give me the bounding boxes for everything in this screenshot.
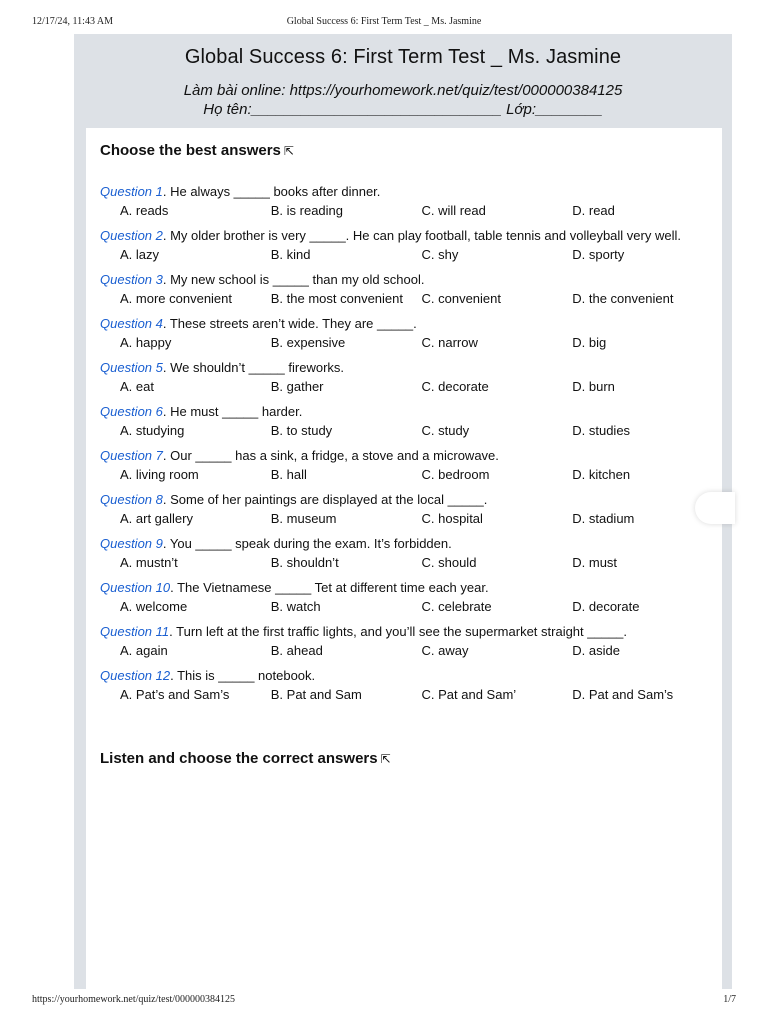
question-item xyxy=(100,270,712,308)
print-header xyxy=(32,16,736,32)
question-label: Question 9 xyxy=(100,536,163,551)
answer-option[interactable]: A. reads xyxy=(120,203,169,218)
online-url-link[interactable]: https://yourhomework.net/quiz/test/000000384125 xyxy=(289,82,623,99)
answer-option[interactable]: A. art gallery xyxy=(120,511,193,526)
answer-option[interactable]: D. decorate xyxy=(572,599,640,614)
answer-option[interactable]: D. read xyxy=(572,203,615,218)
answer-option[interactable]: A. Pat’s and Sam’s xyxy=(120,687,230,702)
answer-option[interactable]: B. museum xyxy=(270,511,337,526)
answer-option[interactable]: C. narrow xyxy=(421,335,478,350)
question-item xyxy=(100,402,712,440)
online-label: Làm bài online: xyxy=(183,82,290,99)
answer-option[interactable]: B. hall xyxy=(270,467,307,482)
question-stem: . Our _____ has a sink, a fridge, a stove and a microwave. xyxy=(162,448,499,463)
question-item xyxy=(100,358,712,396)
answer-option[interactable]: A. lazy xyxy=(120,247,160,262)
answer-option[interactable]: B. Pat and Sam xyxy=(270,687,362,702)
question-text xyxy=(100,578,712,597)
question-stem: . He must _____ harder. xyxy=(162,404,303,419)
answer-option[interactable]: C. should xyxy=(421,555,477,570)
question-label: Question 7 xyxy=(100,448,163,463)
question-label: Question 5 xyxy=(100,360,163,375)
answer-options xyxy=(100,377,712,396)
answer-option[interactable]: C. convenient xyxy=(421,291,501,306)
question-text xyxy=(100,622,712,641)
answer-option[interactable]: D. burn xyxy=(572,379,615,394)
answer-option[interactable]: B. the most convenient xyxy=(270,291,403,306)
question-item xyxy=(100,490,712,528)
question-text xyxy=(100,358,712,377)
question-stem: . You _____ speak during the exam. It’s forbidden. xyxy=(162,536,452,551)
page-number: 1/7 xyxy=(723,994,736,1005)
answer-option[interactable]: D. sporty xyxy=(572,247,625,262)
content-card xyxy=(86,128,722,989)
question-text xyxy=(100,182,712,201)
answer-option[interactable]: A. welcome xyxy=(120,599,188,614)
question-text xyxy=(100,270,712,289)
answer-option[interactable]: B. watch xyxy=(270,599,321,614)
answer-options xyxy=(100,333,712,352)
section-title-text: Listen and choose the correct answers xyxy=(100,750,378,767)
link-arrow-icon[interactable]: ⇱ xyxy=(283,144,294,158)
student-info-line: Họ tên:______________________________ Lớp:________ xyxy=(203,101,603,118)
question-item xyxy=(100,578,712,616)
section-title-choose xyxy=(100,142,294,159)
answer-options xyxy=(100,597,712,616)
answer-option[interactable]: A. mustn’t xyxy=(120,555,178,570)
answer-option[interactable]: B. to study xyxy=(270,423,333,438)
question-stem: . My older brother is very _____. He can play football, table tennis and volleyball very well. xyxy=(162,228,681,243)
answer-options xyxy=(100,553,712,572)
answer-option[interactable]: C. study xyxy=(421,423,470,438)
answer-options xyxy=(100,245,712,264)
answer-options xyxy=(100,465,712,484)
answer-option[interactable]: C. hospital xyxy=(421,511,483,526)
question-text xyxy=(100,534,712,553)
question-item xyxy=(100,666,712,704)
link-arrow-icon[interactable]: ⇱ xyxy=(380,752,391,766)
answer-option[interactable]: D. the convenient xyxy=(572,291,674,306)
answer-option[interactable]: D. studies xyxy=(572,423,631,438)
question-label: Question 4 xyxy=(100,316,163,331)
question-label: Question 10 xyxy=(100,580,171,595)
question-text xyxy=(100,402,712,421)
question-stem: . My new school is _____ than my old school. xyxy=(162,272,425,287)
question-item xyxy=(100,534,712,572)
answer-option[interactable]: D. aside xyxy=(572,643,620,658)
question-stem: . The Vietnamese _____ Tet at different time each year. xyxy=(170,580,489,595)
question-item xyxy=(100,314,712,352)
answer-option[interactable]: C. away xyxy=(421,643,469,658)
answer-option[interactable]: A. again xyxy=(120,643,168,658)
question-text xyxy=(100,226,712,245)
answer-option[interactable]: B. gather xyxy=(270,379,324,394)
print-title: Global Success 6: First Term Test _ Ms. Jasmine xyxy=(286,16,482,27)
question-item xyxy=(100,182,712,220)
answer-option[interactable]: D. stadium xyxy=(572,511,635,526)
test-sheet xyxy=(74,34,732,989)
question-stem: . He always _____ books after dinner. xyxy=(162,184,381,199)
question-item xyxy=(100,226,712,264)
answer-option[interactable]: D. must xyxy=(572,555,618,570)
footer-url: https://yourhomework.net/quiz/test/000000384125 xyxy=(32,994,236,1005)
online-line xyxy=(74,82,732,99)
answer-option[interactable]: C. decorate xyxy=(421,379,489,394)
question-stem: . These streets aren’t wide. They are _____. xyxy=(162,316,417,331)
answer-option[interactable]: D. big xyxy=(572,335,607,350)
question-label: Question 6 xyxy=(100,404,163,419)
question-stem: . Some of her paintings are displayed at the local _____. xyxy=(162,492,488,507)
page-title: Global Success 6: First Term Test _ Ms. Jasmine xyxy=(184,46,622,68)
answer-option[interactable]: A. eat xyxy=(120,379,154,394)
answer-option[interactable]: C. celebrate xyxy=(421,599,492,614)
question-label: Question 11 xyxy=(100,624,170,639)
answer-option[interactable]: A. happy xyxy=(120,335,172,350)
answer-option[interactable]: B. is reading xyxy=(270,203,344,218)
question-text xyxy=(100,314,712,333)
answer-option[interactable]: A. studying xyxy=(120,423,185,438)
question-list xyxy=(100,182,712,710)
question-label: Question 1 xyxy=(100,184,163,199)
answer-option[interactable]: C. bedroom xyxy=(421,467,490,482)
section-title-text: Choose the best answers xyxy=(100,142,281,159)
answer-option[interactable]: B. shouldn’t xyxy=(270,555,339,570)
answer-options xyxy=(100,201,712,220)
answer-options xyxy=(100,289,712,308)
question-item xyxy=(100,446,712,484)
answer-option[interactable]: B. expensive xyxy=(270,335,346,350)
question-label: Question 3 xyxy=(100,272,163,287)
answer-options xyxy=(100,509,712,528)
question-label: Question 2 xyxy=(100,228,163,243)
question-item xyxy=(100,622,712,660)
sheet-header xyxy=(74,34,732,118)
question-label: Question 12 xyxy=(100,668,171,683)
question-text xyxy=(100,446,712,465)
section-title-listen xyxy=(100,750,391,767)
answer-option[interactable]: C. will read xyxy=(421,203,486,218)
side-panel-tab[interactable] xyxy=(695,492,735,524)
answer-options xyxy=(100,685,712,704)
answer-option[interactable]: B. ahead xyxy=(270,643,323,658)
answer-option[interactable]: C. shy xyxy=(421,247,459,262)
print-date: 12/17/24, 11:43 AM xyxy=(32,16,114,27)
answer-option[interactable]: A. more convenient xyxy=(120,291,233,306)
answer-option[interactable]: C. Pat and Sam’ xyxy=(421,687,517,702)
answer-option[interactable]: B. kind xyxy=(270,247,311,262)
answer-option[interactable]: D. kitchen xyxy=(572,467,631,482)
answer-option[interactable]: D. Pat and Sam’s xyxy=(572,687,674,702)
answer-option[interactable]: A. living room xyxy=(120,467,199,482)
answer-options xyxy=(100,421,712,440)
print-footer xyxy=(32,994,736,1010)
answer-options xyxy=(100,641,712,660)
question-stem: . Turn left at the first traffic lights, and you’ll see the supermarket straight _____. xyxy=(169,624,628,639)
question-text xyxy=(100,666,712,685)
question-text xyxy=(100,490,712,509)
question-stem: . This is _____ notebook. xyxy=(170,668,316,683)
question-label: Question 8 xyxy=(100,492,163,507)
question-stem: . We shouldn’t _____ fireworks. xyxy=(162,360,345,375)
